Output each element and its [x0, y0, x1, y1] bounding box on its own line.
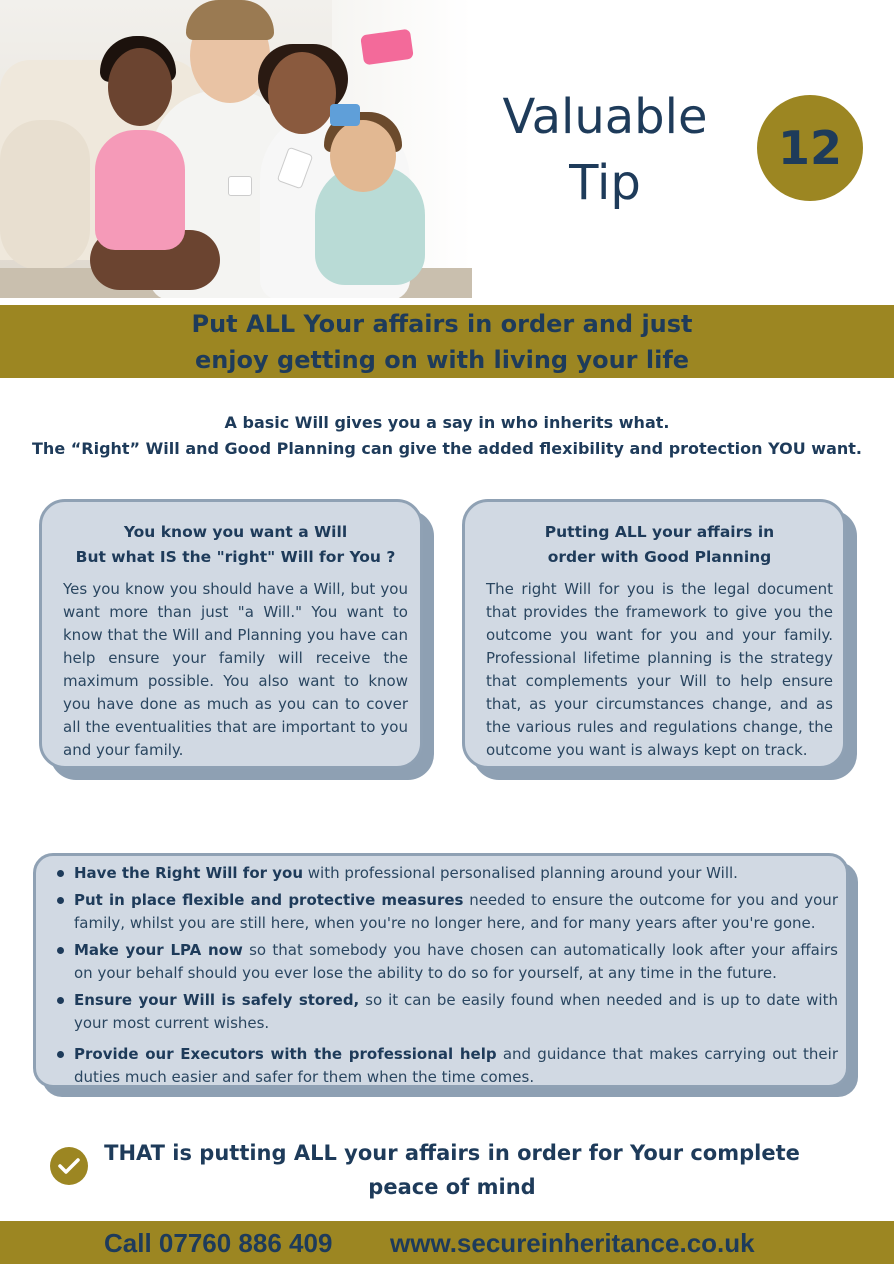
card-left-title-line-2: But what IS the "right" Will for You ?	[75, 548, 396, 566]
card-right-title-line-2: order with Good Planning	[547, 548, 772, 566]
intro-line-1: A basic Will gives you a say in who inherits what.	[224, 413, 670, 432]
headline-line-1: Put ALL Your affairs in order and just	[191, 310, 693, 338]
card-right-body: The right Will for you is the legal document that provides the framework to give you the outcome you want for you and your family. Professional lifetime planning is the strategy that complements your Will to help ensure that, as your circumstances change, and as the various rules and regulations change, the outcome you want is always kept on track.	[486, 580, 833, 759]
benefit-item: Make your LPA now so that somebody you have chosen can automatically look after your affairs on your behalf should you ever lose the ability to do so for yourself, at any time in the future.	[36, 939, 838, 985]
footer-website-link[interactable]: www.secureinheritance.co.uk	[390, 1228, 755, 1258]
intro-text	[0, 410, 894, 462]
footer-phone[interactable]: Call 07760 886 409	[104, 1228, 333, 1258]
closing-line-1: THAT is putting ALL your affairs in order for Your complete	[104, 1141, 800, 1165]
card-right-title	[486, 520, 833, 570]
intro-line-2: The “Right” Will and Good Planning can give the added flexibility and protection YOU want.	[32, 439, 862, 458]
benefits-list	[36, 862, 838, 1089]
card-left	[39, 499, 423, 769]
closing-line-2: peace of mind	[368, 1175, 536, 1199]
card-left-title	[63, 520, 408, 570]
card-left-body: Yes you know you should have a Will, but you want more than just "a Will." You want to know that the Will and Planning you have can help ensure your family will receive the maximum possible. You also want to know you have done as much as you can to cover all the eventualities that are important to you and your family.	[63, 580, 408, 759]
card-left-title-line-1: You know you want a Will	[123, 523, 348, 541]
headline-text	[0, 306, 884, 378]
title-line-1: Valuable	[502, 89, 708, 145]
check-circle-icon	[50, 1147, 88, 1185]
benefit-item: Provide our Executors with the professional help and guidance that makes carrying out their duties much easier and safer for them when the time comes.	[36, 1043, 838, 1089]
title-line-2: Tip	[569, 155, 641, 211]
headline-line-2: enjoy getting on with living your life	[194, 346, 690, 374]
benefit-item: Put in place flexible and protective measures needed to ensure the outcome for you and your family, whilst you are still here, when you're no longer here, and for many years after you're gone.	[36, 889, 838, 935]
benefit-item: Ensure your Will is safely stored, so it can be easily found when needed and is up to date with your most current wishes.	[36, 989, 838, 1035]
family-selfie-photo	[0, 0, 472, 298]
tip-number-badge	[757, 95, 863, 201]
page-title	[500, 84, 710, 216]
card-right	[462, 499, 846, 769]
tip-number: 12	[777, 121, 842, 175]
closing-statement	[100, 1136, 804, 1204]
benefits-box	[33, 853, 849, 1088]
card-right-title-line-1: Putting ALL your affairs in	[544, 523, 775, 541]
benefit-item: Have the Right Will for you with professional personalised planning around your Will.	[36, 862, 838, 885]
